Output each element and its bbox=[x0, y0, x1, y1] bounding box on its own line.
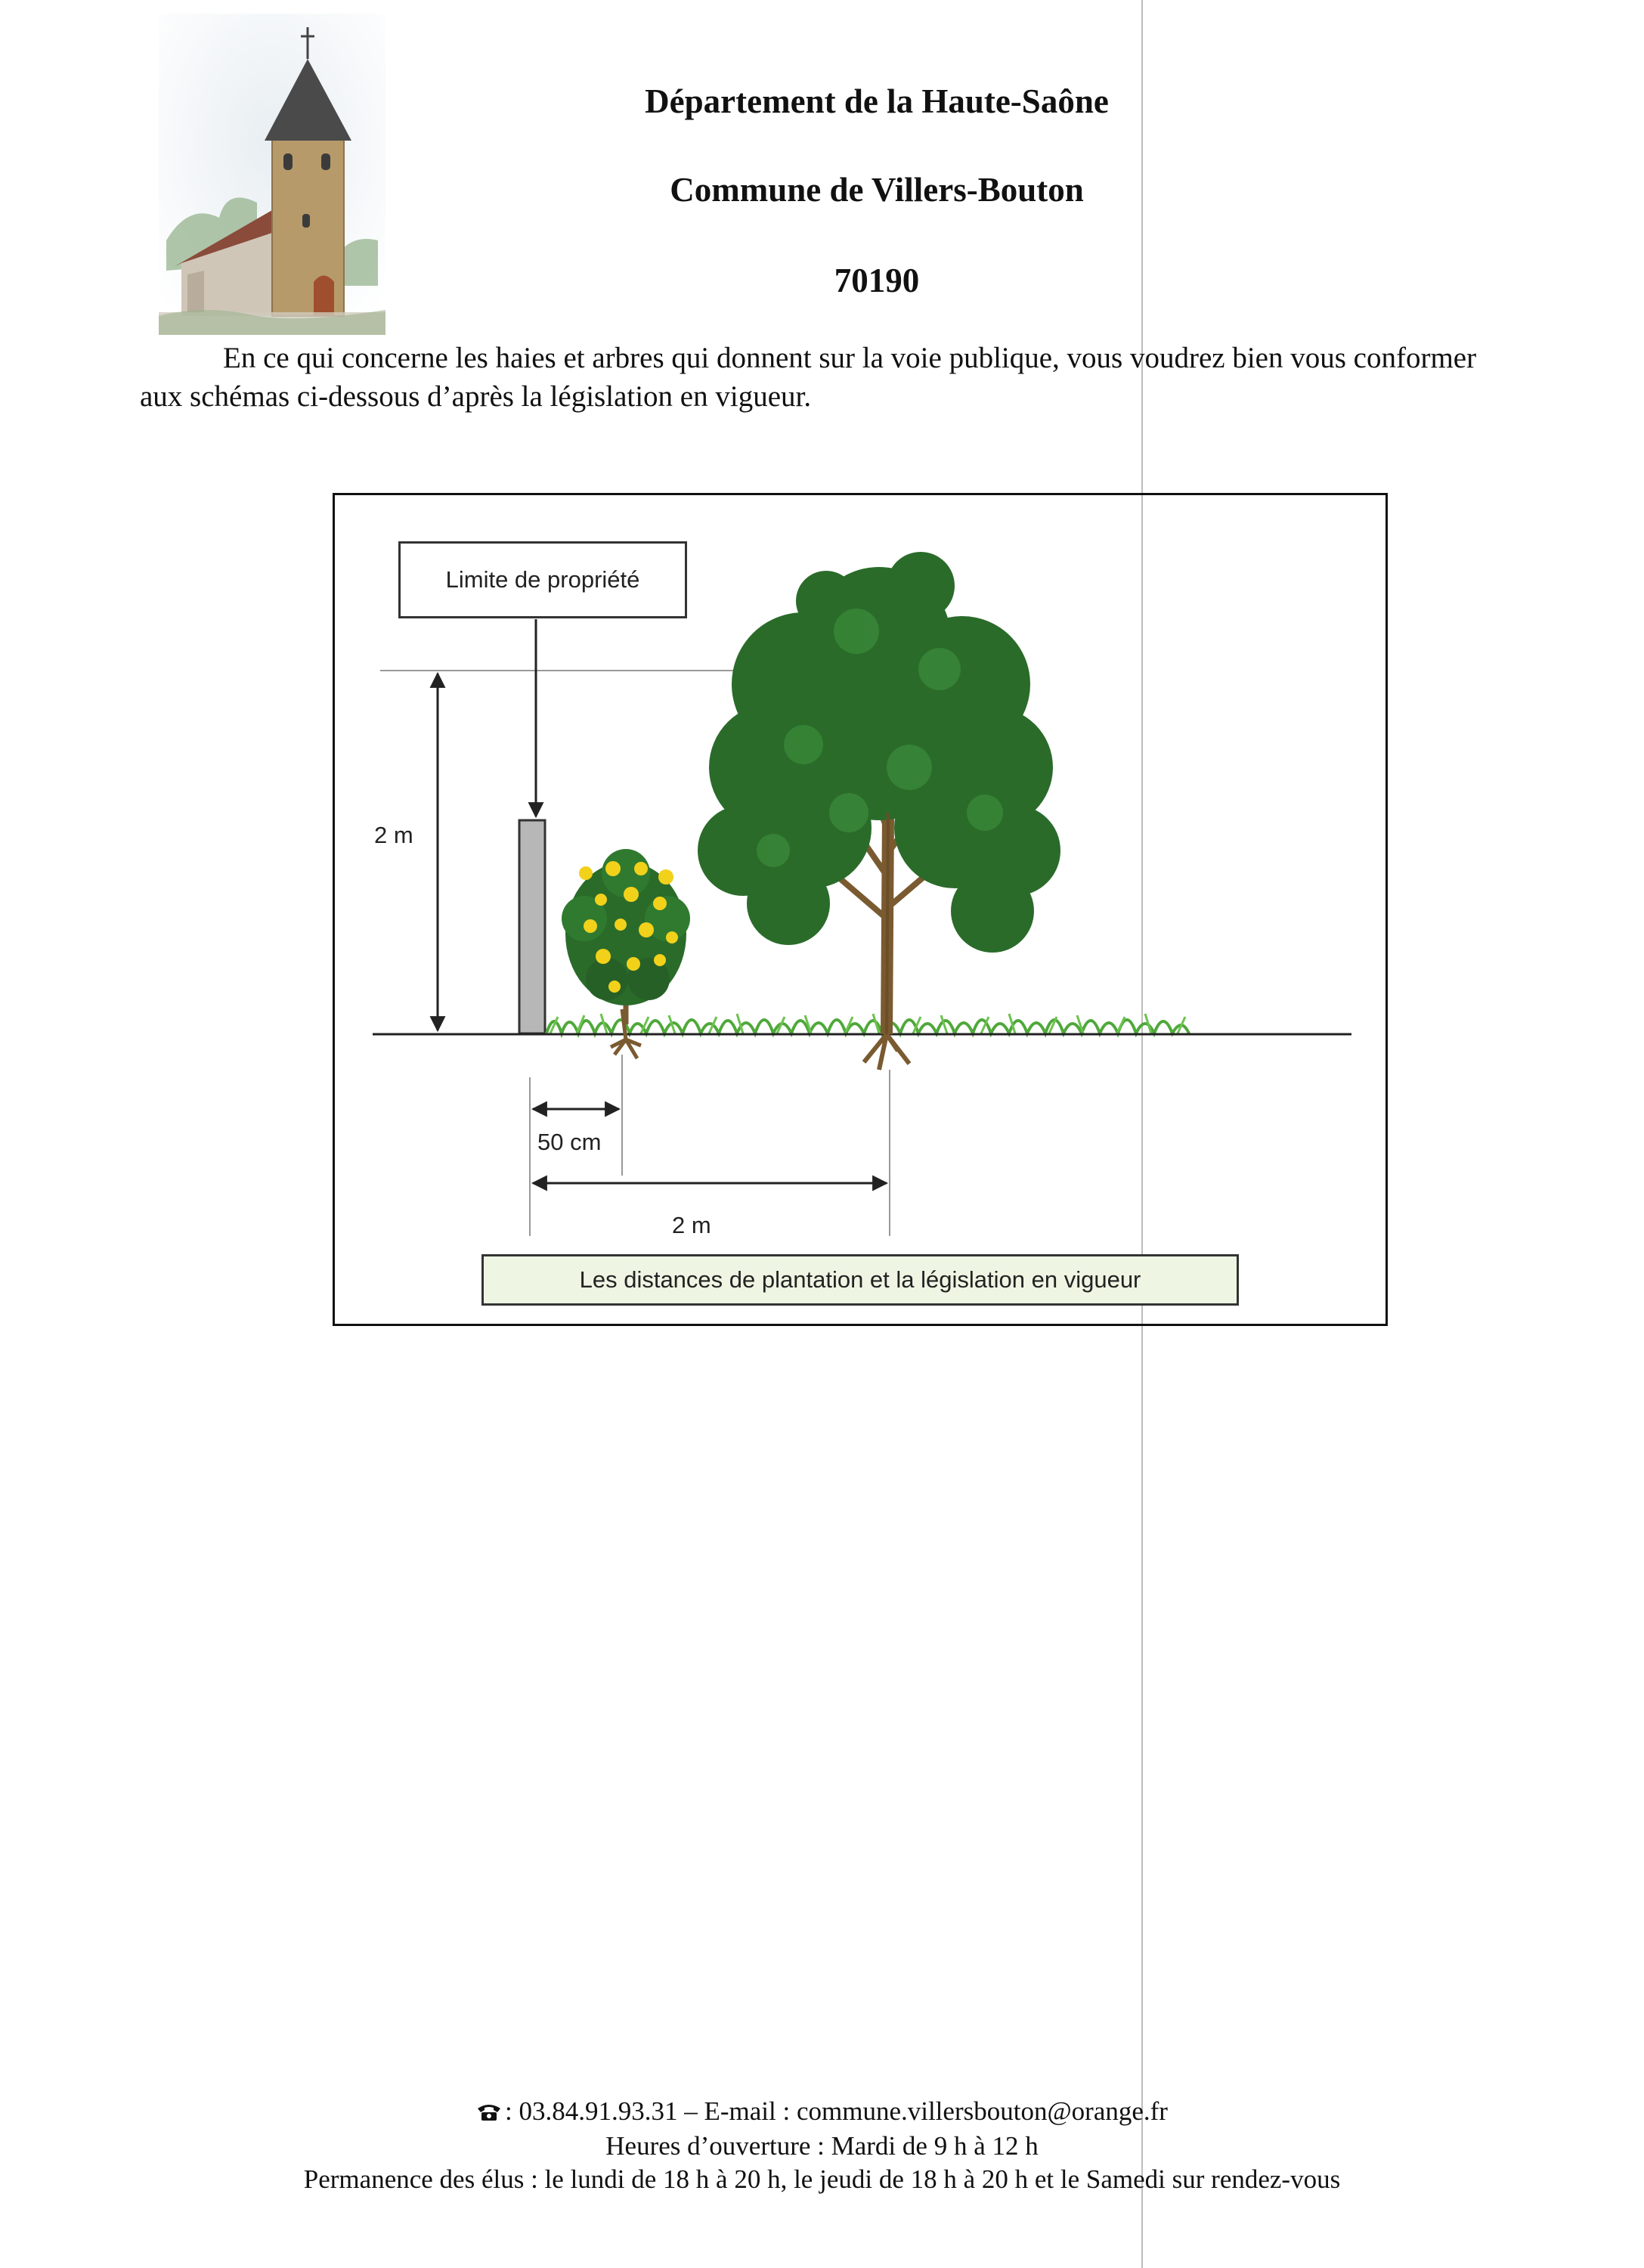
height-label: 2 m bbox=[374, 822, 413, 848]
tree bbox=[698, 552, 1060, 1070]
planting-distance-diagram bbox=[333, 493, 1388, 1326]
footer-contact bbox=[0, 2096, 1644, 2127]
property-limit-label-box bbox=[398, 541, 687, 618]
diagram-caption: Les distances de plantation et la législation en vigueur bbox=[481, 1254, 1239, 1306]
diagram-drawing bbox=[335, 495, 1385, 1324]
intro-paragraph: En ce qui concerne les haies et arbres qui donnent sur la voie publique, vous voudrez bien vous conformer aux schémas ci-dessous d’après la législation en vigueur. bbox=[140, 342, 1477, 413]
property-limit-label: Limite de propriété bbox=[445, 566, 640, 593]
header-postal-code: 70190 bbox=[834, 262, 920, 299]
header-department: Département de la Haute-Saône bbox=[645, 82, 1109, 120]
church-illustration-icon bbox=[159, 14, 385, 335]
property-limit-post bbox=[519, 820, 545, 1033]
distance-label-50cm: 50 cm bbox=[537, 1129, 602, 1155]
phone-icon bbox=[476, 2102, 502, 2122]
footer-permanence: Permanence des élus : le lundi de 18 h à 20 h, le jeudi de 18 h à 20 h et le Samedi sur rendez-vous bbox=[303, 2164, 1341, 2194]
footer-hours: Heures d’ouverture : Mardi de 9 h à 12 h bbox=[605, 2131, 1039, 2161]
header-commune: Commune de Villers-Bouton bbox=[670, 171, 1084, 209]
footer-contact-text: : 03.84.91.93.31 – E-mail : commune.villersbouton@orange.fr bbox=[505, 2096, 1168, 2126]
grass bbox=[546, 1014, 1189, 1033]
distance-label-2m: 2 m bbox=[672, 1212, 711, 1238]
